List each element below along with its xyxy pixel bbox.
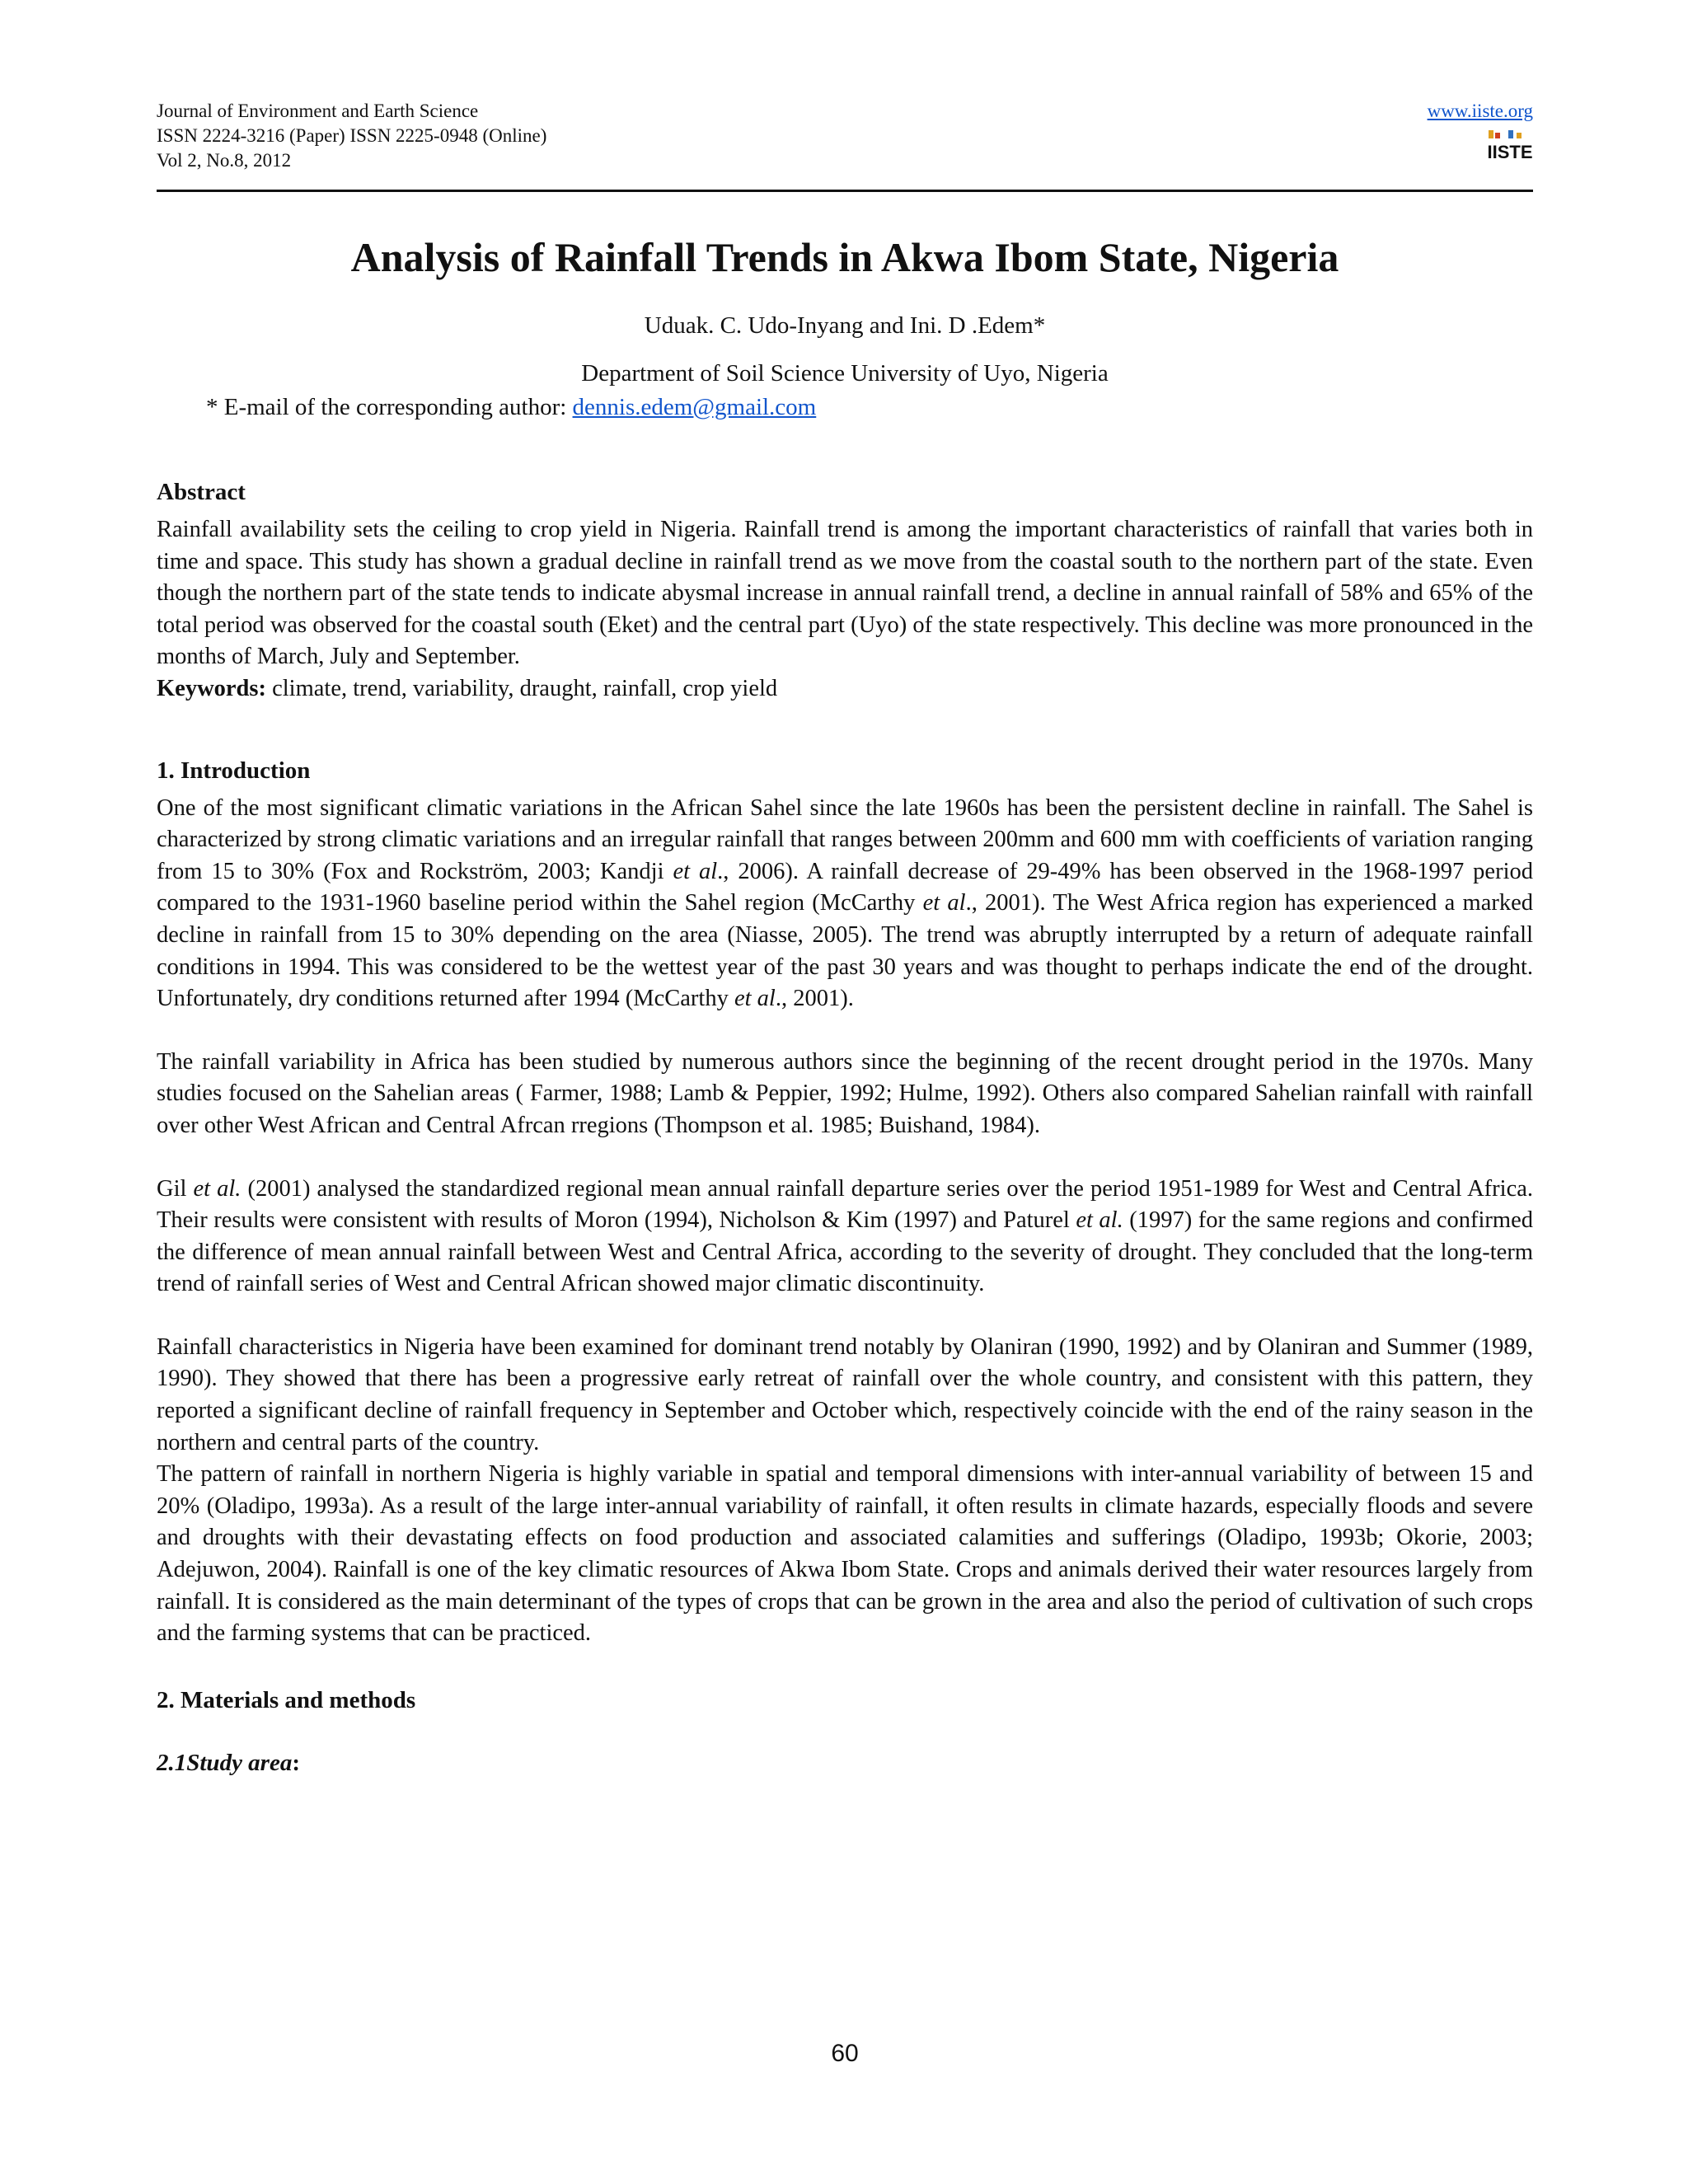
intro-paragraph-4: Rainfall characteristics in Nigeria have been examined for dominant trend notably by Olaniran (1990, 1992) and by Olaniran and Summer (1989, 1990). They showed that there has been a progressive early retreat of rainfall over the whole country, and consistent with this pattern, they reported a significant decline of rainfall frequency in September and October which, respectively coincide with the end of the rainy season in the northern and central parts of the country. [157,1333,1533,1455]
paper-body [157,476,1533,1779]
paper-page [157,0,1533,2184]
abstract-heading: Abstract [157,479,246,505]
corresponding-email [206,392,816,422]
intro-paragraph-3: Gil et al. (2001) analysed the standardized regional mean annual rainfall departure series over the period 1951-1989 for West and Central Africa. Their results were consistent with results of Moron (1994), Nicholson & Kim (1997) and Paturel et al. (1997) for the same regions and confirmed the difference of mean annual rainfall between West and Central Africa, according to the severity of drought. They concluded that the long-term trend of rainfall series of West and Central African showed major climatic discontinuity. [157,1175,1533,1297]
abstract-text: Rainfall availability sets the ceiling to crop yield in Nigeria. Rainfall trend is among the important characteristics of rainfall that varies both in time and space. This study has shown a gradual decline in rainfall trend as we move from the coastal south to the northern part of the state. Even though the northern part of the state tends to indicate abysmal increase in annual rainfall trend, a decline in annual rainfall of 58% and 65% of the total period was observed for the coastal south (Eket) and the central part (Uyo) of the state respectively. This decline was more pronounced in the months of March, July and September. [157,517,1533,670]
paper-authors: Uduak. C. Udo-Inyang and Ini. D .Edem* [644,312,1046,339]
introduction-section [157,755,1533,1650]
journal-name: Journal of Environment and Earth Science [157,101,479,121]
iiste-logo-icon [1487,129,1533,162]
logo-text: IISTE [1487,142,1533,162]
journal-info [157,99,1533,173]
keywords-label: Keywords: [157,675,266,701]
author-affiliation: Department of Soil Science University of Uyo, Nigeria [581,360,1109,387]
abstract-section [157,476,1533,705]
journal-website [1428,99,1533,124]
paper-title: Analysis of Rainfall Trends in Akwa Ibom State, Nigeria [350,234,1339,280]
keywords [157,673,1533,705]
email-link[interactable]: dennis.edem@gmail.com [572,394,817,420]
methods-section [157,1685,1533,1779]
methods-heading: 2. Materials and methods [157,1686,416,1713]
journal-issn: ISSN 2224-3216 (Paper) ISSN 2225-0948 (Online) [157,125,547,146]
keywords-list: climate, trend, variability, draught, rainfall, crop yield [265,675,778,701]
intro-paragraph-2: The rainfall variability in Africa has been studied by numerous authors since the beginning of the recent drought period in the 1970s. Many studies focused on the Sahelian areas ( Farmer, 1988; Lamb & Peppier, 1992; Hulme, 1992). Others also compared Sahelian rainfall with rainfall over other West African and Central Afrcan rregions (Thompson et al. 1985; Buishand, 1984). [157,1048,1533,1138]
study-area-heading: 2.1Study area: [157,1749,301,1776]
header-rule [157,190,1533,192]
intro-paragraph-5: The pattern of rainfall in northern Nigeria is highly variable in spatial and temporal dimensions with inter-annual variability of between 15 and 20% (Oladipo, 1993a). As a result of the large inter-annual variability of rainfall, it often results in climate hazards, especially floods and severe and droughts with their devastating effects on food production and associated calamities and sufferings (Oladipo, 1993b; Okorie, 2003; Adejuwon, 2004). Rainfall is one of the key climatic resources of Akwa Ibom State. Crops and animals derived their water resources largely from rainfall. It is considered as the main determinant of the types of crops that can be grown in the area and also the period of cultivation of such crops and the farming systems that can be practiced. [157,1461,1533,1647]
journal-header [157,99,1533,190]
email-prefix: * E-mail of the corresponding author: [206,394,573,420]
website-link[interactable]: www.iiste.org [1427,101,1533,121]
journal-volume: Vol 2, No.8, 2012 [157,150,292,171]
intro-paragraph-1: One of the most significant climatic variations in the African Sahel since the late 1960s has been the persistent decline in rainfall. The Sahel is characterized by strong climatic variations and an irregular rainfall that ranges between 200mm and 600 mm with coefficients of variation ranging from 15 to 30% (Fox and Rockström, 2003; Kandji et al., 2006). A rainfall decrease of 29-49% has been observed in the 1968-1997 period compared to the 1931-1960 baseline period within the Sahel region (McCarthy et al., 2001). The West Africa region has experienced a marked decline in rainfall from 15 to 30% depending on the area (Niasse, 2005). The trend was abruptly interrupted by a return of adequate rainfall conditions in 1994. This was considered to be the wettest year of the past 30 years and was thought to perhaps indicate the end of the drought. Unfortunately, dry conditions returned after 1994 (McCarthy et al., 2001). [157,794,1533,1012]
introduction-heading: 1. Introduction [157,757,311,784]
page-number: 60 [831,2040,859,2067]
